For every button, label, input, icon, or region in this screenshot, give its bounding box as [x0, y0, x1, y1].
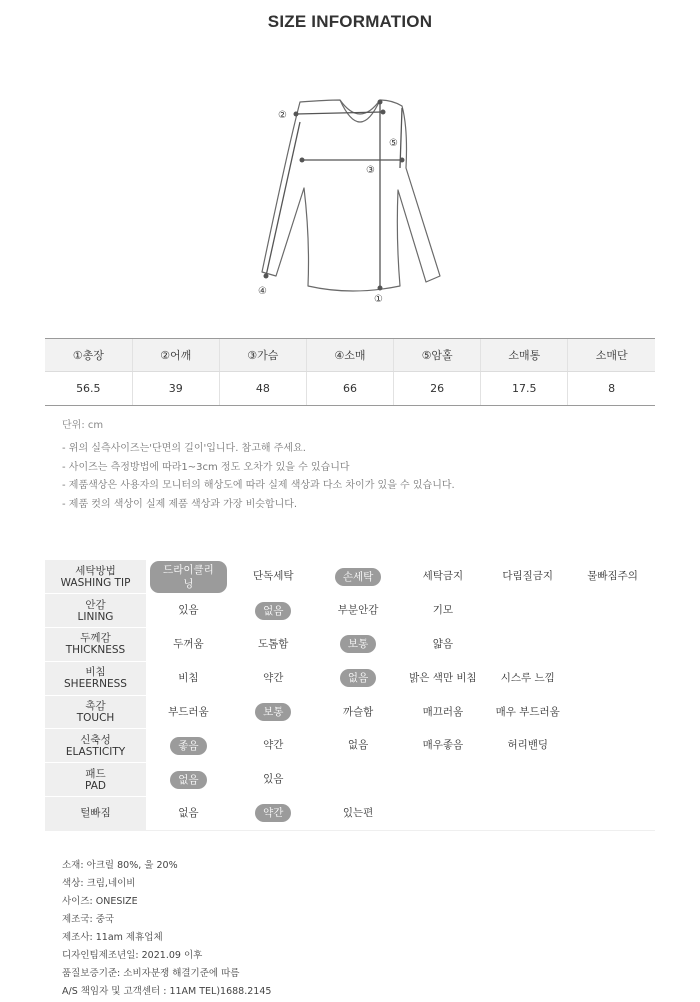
option-label: 부분안감: [337, 604, 379, 617]
size-header-cell: ③가슴: [219, 339, 306, 372]
selected-option-badge: 보통: [340, 635, 376, 653]
info-option-cell: [146, 594, 231, 628]
fact-item: 제조국: 중국: [62, 914, 115, 925]
info-option-cell: [400, 797, 485, 831]
option-label: 약간: [263, 671, 284, 684]
info-label-en: LINING: [77, 610, 114, 623]
option-label: 매끄러움: [422, 705, 464, 718]
info-option-cell: [316, 628, 401, 662]
info-option-cell: [231, 729, 316, 763]
info-label-ko: 촉감: [85, 700, 106, 713]
info-option-cell: [485, 763, 570, 797]
size-header-cell: ①총장: [45, 339, 132, 372]
info-option-cell: [400, 729, 485, 763]
info-label-en: SHEERNESS: [64, 678, 127, 691]
info-option-cell: [570, 797, 655, 831]
point-marker: [400, 158, 405, 163]
selected-option-badge: 없음: [170, 771, 206, 789]
selected-option-badge: 손세탁: [335, 568, 381, 586]
option-label: 비침: [178, 671, 199, 684]
size-notes: [62, 440, 455, 514]
selected-option-badge: 좋음: [170, 737, 206, 755]
fact-item: A/S 책임자 및 고객센터 : 11AM TEL)1688.2145: [62, 986, 272, 997]
point-marker: [294, 112, 299, 117]
info-option-cell: [400, 763, 485, 797]
option-label: 도톰함: [258, 637, 289, 650]
info-option-cell: [570, 560, 655, 594]
size-header-cell: 소매통: [481, 339, 568, 372]
marker-shoulder: ②: [278, 110, 287, 121]
info-option-cell: [231, 560, 316, 594]
option-label: 단독세탁: [252, 570, 294, 583]
info-option-cell: [316, 594, 401, 628]
note-item: - 제품색상은 사용자의 모니터의 해상도에 따라 실제 색상과 다소 차이가 있을 수 있습니다.: [62, 480, 455, 491]
option-label: 없음: [347, 739, 369, 752]
selected-option-badge: 드라이클리닝: [150, 561, 227, 593]
info-row-label: [45, 695, 146, 729]
size-header-cell: 소매단: [568, 339, 655, 372]
fact-item: 품질보증기준: 소비자분쟁 해결기준에 따름: [62, 968, 240, 979]
info-option-cell: [485, 560, 570, 594]
size-value-cell: 17.5: [481, 372, 568, 406]
size-value-cell: 26: [394, 372, 481, 406]
option-label: 시스루 느낌: [500, 671, 555, 684]
info-option-cell: [146, 763, 231, 797]
option-label: 까슬함: [342, 705, 374, 718]
option-label: 있음: [263, 773, 284, 786]
option-label: 부드러움: [168, 705, 209, 718]
option-label: 매우좋음: [422, 739, 464, 752]
option-label: 얇음: [432, 637, 454, 650]
info-row: [45, 560, 655, 594]
info-option-cell: [146, 695, 231, 729]
point-marker: [378, 100, 383, 105]
option-label: 물빠짐주의: [587, 570, 638, 583]
info-label-ko: 안감: [85, 598, 106, 611]
info-option-cell: [485, 628, 570, 662]
info-option-cell: [485, 797, 570, 831]
info-label-ko: 털빠짐: [80, 807, 111, 820]
info-option-cell: [400, 560, 485, 594]
info-label-en: THICKNESS: [65, 644, 126, 657]
info-option-cell: [316, 661, 401, 695]
marker-chest: ③: [366, 165, 375, 176]
selected-option-badge: 없음: [255, 602, 291, 620]
selected-option-badge: 약간: [255, 804, 291, 822]
option-label: 다림질금지: [502, 570, 554, 583]
info-option-cell: [485, 729, 570, 763]
info-option-cell: [400, 661, 485, 695]
info-option-cell: [231, 594, 316, 628]
fact-item: 디자인팀제조년일: 2021.09 이후: [62, 950, 203, 961]
info-row-label: [45, 661, 146, 695]
option-label: 세탁금지: [422, 570, 464, 583]
info-option-cell: [231, 797, 316, 831]
info-row: [45, 628, 655, 662]
option-label: 없음: [178, 806, 199, 819]
info-row-label: [45, 797, 146, 831]
info-label-en: ELASTICITY: [65, 745, 126, 758]
size-header-row: [45, 339, 655, 372]
info-option-cell: [231, 763, 316, 797]
size-value-row: [45, 372, 655, 406]
option-label: 매우 부드러움: [495, 705, 560, 718]
info-row-label: [45, 560, 146, 594]
info-option-cell: [146, 729, 231, 763]
fact-item: 색상: 크림,네이비: [62, 878, 136, 889]
fact-item: 소재: 아크릴 80%, 울 20%: [62, 860, 178, 871]
info-option-cell: [146, 560, 231, 594]
info-row: [45, 695, 655, 729]
info-label-ko: 신축성: [80, 733, 111, 746]
option-label: 밝은 색만 비침: [409, 671, 477, 684]
option-label: 기모: [432, 604, 454, 617]
info-row-label: [45, 628, 146, 662]
page-title: SIZE INFORMATION: [267, 12, 433, 31]
garment-diagram: [240, 88, 460, 314]
info-option-cell: [231, 695, 316, 729]
note-item: - 제품 컷의 색상이 실제 제품 색상과 가장 비슷합니다.: [62, 498, 298, 510]
marker-length: ①: [374, 294, 383, 305]
info-option-cell: [316, 797, 401, 831]
info-option-cell: [146, 628, 231, 662]
option-label: 있는편: [342, 806, 374, 819]
info-option-cell: [316, 695, 401, 729]
info-row: [45, 763, 655, 797]
info-option-cell: [570, 628, 655, 662]
size-value-cell: 56.5: [45, 372, 132, 406]
note-item: - 위의 실측사이즈는'단면의 길이'입니다. 참고해 주세요.: [62, 443, 306, 454]
info-option-cell: [570, 594, 655, 628]
info-option-cell: [485, 695, 570, 729]
info-row-label: [45, 594, 146, 628]
size-value-cell: 66: [306, 372, 393, 406]
info-row: [45, 797, 655, 831]
option-label: 약간: [263, 739, 284, 752]
info-row-label: [45, 763, 146, 797]
size-table: [45, 338, 655, 406]
size-header-cell: ⑤암홀: [394, 339, 481, 372]
info-option-cell: [570, 661, 655, 695]
info-option-cell: [570, 763, 655, 797]
info-label-en: TOUCH: [76, 712, 115, 725]
info-option-cell: [400, 594, 485, 628]
option-label: 있음: [178, 604, 199, 617]
marker-sleeve: ④: [258, 286, 267, 297]
size-header-cell: ②어깨: [132, 339, 219, 372]
size-value-cell: 8: [568, 372, 655, 406]
selected-option-badge: 보통: [255, 703, 291, 721]
info-option-cell: [400, 695, 485, 729]
fact-item: 사이즈: ONESIZE: [62, 896, 138, 907]
point-marker: [381, 110, 386, 115]
shoulder-line: [296, 112, 383, 114]
info-label-ko: 두께감: [80, 632, 111, 645]
size-value-cell: 48: [219, 372, 306, 406]
point-marker: [300, 158, 305, 163]
info-option-cell: [146, 661, 231, 695]
note-item: - 사이즈는 측정방법에 따라1~3cm 정도 오차가 있을 수 있습니다: [62, 461, 350, 473]
option-label: 두꺼움: [173, 637, 204, 650]
size-value-cell: 39: [132, 372, 219, 406]
marker-armhole: ⑤: [389, 138, 398, 149]
unit-label: 단위: cm: [62, 420, 104, 431]
fact-item: 제조사: 11am 제휴업체: [62, 932, 163, 943]
product-facts: [62, 857, 271, 1001]
info-option-cell: [146, 797, 231, 831]
product-info-table: [45, 560, 655, 831]
info-row-label: [45, 729, 146, 763]
point-marker: [264, 274, 269, 279]
info-option-cell: [570, 729, 655, 763]
info-option-cell: [231, 628, 316, 662]
info-option-cell: [231, 661, 316, 695]
info-label-en: WASHING TIP: [60, 576, 131, 589]
info-option-cell: [485, 661, 570, 695]
shirt-outline: [262, 100, 440, 291]
info-row: [45, 729, 655, 763]
info-option-cell: [316, 763, 401, 797]
info-label-en: PAD: [85, 779, 106, 792]
info-row: [45, 594, 655, 628]
size-header-cell: ④소매: [306, 339, 393, 372]
selected-option-badge: 없음: [340, 669, 376, 687]
info-label-ko: 세탁방법: [75, 564, 116, 577]
info-row: [45, 661, 655, 695]
info-option-cell: [400, 628, 485, 662]
point-marker: [378, 286, 383, 291]
info-option-cell: [316, 560, 401, 594]
option-label: 허리밴딩: [507, 739, 549, 752]
info-label-ko: 비침: [85, 666, 106, 679]
info-option-cell: [570, 695, 655, 729]
info-option-cell: [485, 594, 570, 628]
info-option-cell: [316, 729, 401, 763]
info-label-ko: 패드: [85, 767, 106, 780]
